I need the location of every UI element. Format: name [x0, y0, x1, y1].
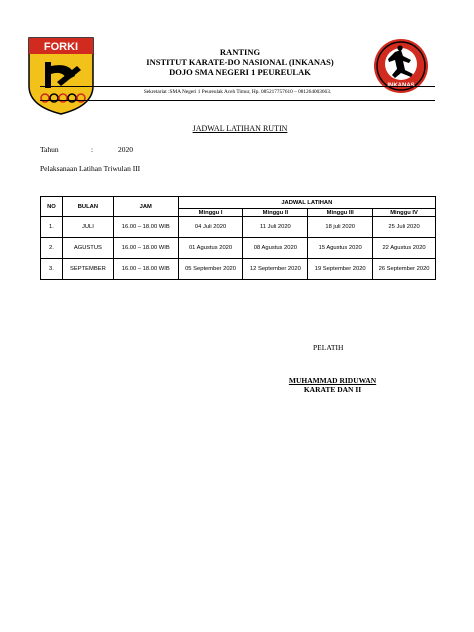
- row-no: 1.: [41, 217, 63, 238]
- row-jam: 16.00 – 18.00 WIB: [113, 259, 178, 280]
- document-title: JADWAL LATIHAN RUTIN: [192, 124, 288, 133]
- forki-logo-text: FORKI: [43, 41, 79, 53]
- signature-name: MUHAMMAD RIDUWAN: [288, 376, 377, 385]
- table-header-row: [41, 197, 436, 209]
- week-header-2: Minggu II: [243, 209, 308, 217]
- tahun-separator: :: [91, 145, 94, 154]
- week-header-1: Minggu I: [178, 209, 243, 217]
- schedule-table: [40, 196, 436, 280]
- table-row: [41, 259, 436, 280]
- row-no: 2.: [41, 238, 63, 259]
- row-jam: 16.00 – 18.00 WIB: [113, 238, 178, 259]
- row-date-week-3: 19 September 2020: [308, 259, 373, 280]
- row-no: 3.: [41, 259, 63, 280]
- row-bulan: JULI: [62, 217, 113, 238]
- col-header-no: NO: [41, 197, 63, 217]
- subtitle: Pelaksanaan Latihan Triwulan III: [40, 164, 141, 173]
- header-rule-bottom: [40, 100, 435, 101]
- row-date-week-3: 18 juli 2020: [308, 217, 373, 238]
- col-header-jam: JAM: [113, 197, 178, 217]
- header-rule-top: [40, 86, 435, 87]
- row-date-week-1: 01 Agustus 2020: [178, 238, 243, 259]
- header-line-3: DOJO SMA NEGERI 1 PEUREULAK: [169, 67, 311, 77]
- signature-rank: KARATE DAN II: [303, 385, 362, 394]
- row-date-week-4: 26 September 2020: [373, 259, 436, 280]
- row-date-week-2: 08 Agustus 2020: [243, 238, 308, 259]
- col-header-bulan: BULAN: [62, 197, 113, 217]
- table-row: [41, 217, 436, 238]
- row-bulan: AGUSTUS: [62, 238, 113, 259]
- forki-logo: [27, 36, 95, 116]
- week-header-3: Minggu III: [308, 209, 373, 217]
- tahun-label: Tahun: [40, 145, 59, 154]
- row-date-week-2: 12 September 2020: [243, 259, 308, 280]
- header-line-2: INSTITUT KARATE-DO NASIONAL (INKANAS): [146, 57, 334, 67]
- row-date-week-2: 11 Juli 2020: [243, 217, 308, 238]
- row-date-week-4: 25 Juli 2020: [373, 217, 436, 238]
- col-header-jadwal: JADWAL LATIHAN: [178, 197, 435, 209]
- row-date-week-3: 15 Agustus 2020: [308, 238, 373, 259]
- row-bulan: SEPTEMBER: [62, 259, 113, 280]
- secretariat-address: Sekretariat :SMA Negeri 1 Peureulak Aceh Timur, Hp. 085217757610 – 081264003663.: [143, 89, 332, 95]
- row-date-week-4: 22 Agustus 2020: [373, 238, 436, 259]
- header-line-1: RANTING: [219, 47, 261, 57]
- row-date-week-1: 05 September 2020: [178, 259, 243, 280]
- table-row: [41, 238, 436, 259]
- inkanas-logo-text: INKANAS: [387, 83, 415, 89]
- tahun-value: 2020: [118, 145, 133, 154]
- row-date-week-1: 04 Juli 2020: [178, 217, 243, 238]
- signature-role: PELATIH: [313, 343, 344, 352]
- week-header-4: Minggu IV: [373, 209, 436, 217]
- row-jam: 16.00 – 18.00 WIB: [113, 217, 178, 238]
